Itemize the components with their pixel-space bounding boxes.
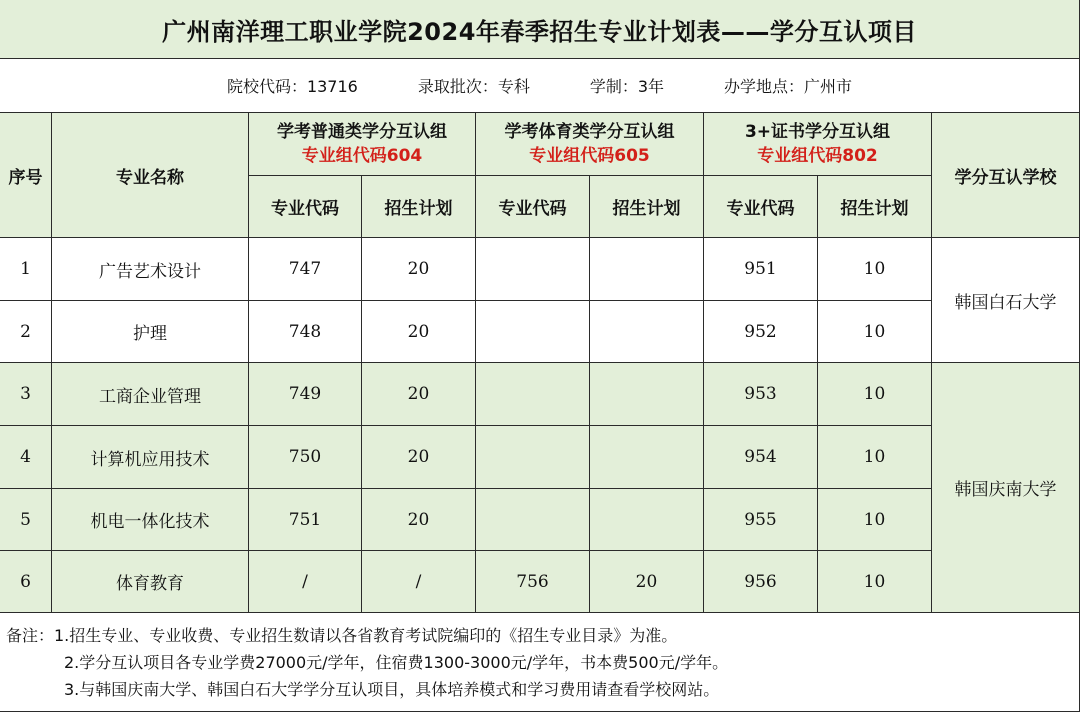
- page-title: 广州南洋理工职业学院2024年春季招生专业计划表——学分互认项目: [0, 0, 1080, 59]
- header-enroll-plan: 招生计划: [590, 176, 704, 238]
- note-line-2: 2.学分互认项目各专业学费27000元/学年，住宿费1300-3000元/学年，书本费500元/学年。: [64, 653, 729, 672]
- row-1-g3-plan: 10: [818, 238, 932, 301]
- row-1-g3-code: 951: [704, 238, 818, 301]
- group-code: 专业组代码604: [301, 146, 423, 166]
- header-major-code: 专业代码: [704, 176, 818, 238]
- row-4-major: 计算机应用技术: [52, 426, 249, 489]
- row-2-g1-plan: 20: [362, 301, 476, 363]
- school-code: 院校代码：13716: [226, 77, 358, 96]
- row-3-seq: 3: [0, 363, 52, 426]
- partner-school-2: 韩国庆南大学: [932, 363, 1080, 613]
- row-6-g2-plan: 20: [590, 551, 704, 613]
- row-6-g1-code: /: [249, 551, 362, 613]
- header-group-2: [476, 113, 704, 176]
- row-2-g1-code: 748: [249, 301, 362, 363]
- header-major: 专业名称: [52, 113, 249, 238]
- group-name: 学考普通类学分互认组: [277, 122, 447, 142]
- row-6-major: 体育教育: [52, 551, 249, 613]
- header-partner-school: 学分互认学校: [932, 113, 1080, 238]
- note-line-1: 备注：1.招生专业、专业收费、专业招生数请以各省教育考试院编印的《招生专业目录》为准。: [6, 626, 678, 645]
- row-6-g3-code: 956: [704, 551, 818, 613]
- row-4-seq: 4: [0, 426, 52, 489]
- header-enroll-plan: 招生计划: [818, 176, 932, 238]
- header-seq: 序号: [0, 113, 52, 238]
- row-5-seq: 5: [0, 489, 52, 551]
- header-group-1: [249, 113, 476, 176]
- row-3-g1-plan: 20: [362, 363, 476, 426]
- row-1-g1-plan: 20: [362, 238, 476, 301]
- header-group-3: [704, 113, 932, 176]
- row-1-g2-code: [476, 238, 590, 301]
- notes-section: [0, 613, 1080, 712]
- row-4-g3-plan: 10: [818, 426, 932, 489]
- row-3-g3-code: 953: [704, 363, 818, 426]
- row-2-g3-code: 952: [704, 301, 818, 363]
- row-2-seq: 2: [0, 301, 52, 363]
- row-3-g2-code: [476, 363, 590, 426]
- row-5-g2-code: [476, 489, 590, 551]
- row-2-g2-plan: [590, 301, 704, 363]
- row-3-g1-code: 749: [249, 363, 362, 426]
- row-2-g2-code: [476, 301, 590, 363]
- row-5-g1-plan: 20: [362, 489, 476, 551]
- row-3-g2-plan: [590, 363, 704, 426]
- row-6-g1-plan: /: [362, 551, 476, 613]
- row-1-major: 广告艺术设计: [52, 238, 249, 301]
- row-6-g3-plan: 10: [818, 551, 932, 613]
- row-4-g1-plan: 20: [362, 426, 476, 489]
- row-6-g2-code: 756: [476, 551, 590, 613]
- row-3-g3-plan: 10: [818, 363, 932, 426]
- row-4-g2-plan: [590, 426, 704, 489]
- header-enroll-plan: 招生计划: [362, 176, 476, 238]
- row-2-g3-plan: 10: [818, 301, 932, 363]
- group-code: 专业组代码802: [757, 146, 878, 166]
- row-5-major: 机电一体化技术: [52, 489, 249, 551]
- row-5-g3-plan: 10: [818, 489, 932, 551]
- row-1-g2-plan: [590, 238, 704, 301]
- admission-batch: 录取批次：专科: [417, 77, 530, 96]
- row-4-g3-code: 954: [704, 426, 818, 489]
- campus-location: 办学地点：广州市: [724, 77, 853, 96]
- row-5-g3-code: 955: [704, 489, 818, 551]
- row-4-g1-code: 750: [249, 426, 362, 489]
- row-1-g1-code: 747: [249, 238, 362, 301]
- row-1-seq: 1: [0, 238, 52, 301]
- row-6-seq: 6: [0, 551, 52, 613]
- header-major-code: 专业代码: [249, 176, 362, 238]
- group-name: 学考体育类学分互认组: [504, 122, 675, 142]
- info-row: [0, 59, 1080, 113]
- header-major-code: 专业代码: [476, 176, 590, 238]
- note-line-3: 3.与韩国庆南大学、韩国白石大学学分互认项目，具体培养模式和学习费用请查看学校网站。: [64, 680, 720, 699]
- row-4-g2-code: [476, 426, 590, 489]
- row-2-major: 护理: [52, 301, 249, 363]
- study-duration: 学制：3年: [589, 77, 665, 96]
- row-5-g2-plan: [590, 489, 704, 551]
- row-3-major: 工商企业管理: [52, 363, 249, 426]
- partner-school-1: 韩国白石大学: [932, 238, 1080, 363]
- row-5-g1-code: 751: [249, 489, 362, 551]
- group-code: 专业组代码605: [529, 146, 650, 166]
- group-name: 3+证书学分互认组: [744, 122, 891, 142]
